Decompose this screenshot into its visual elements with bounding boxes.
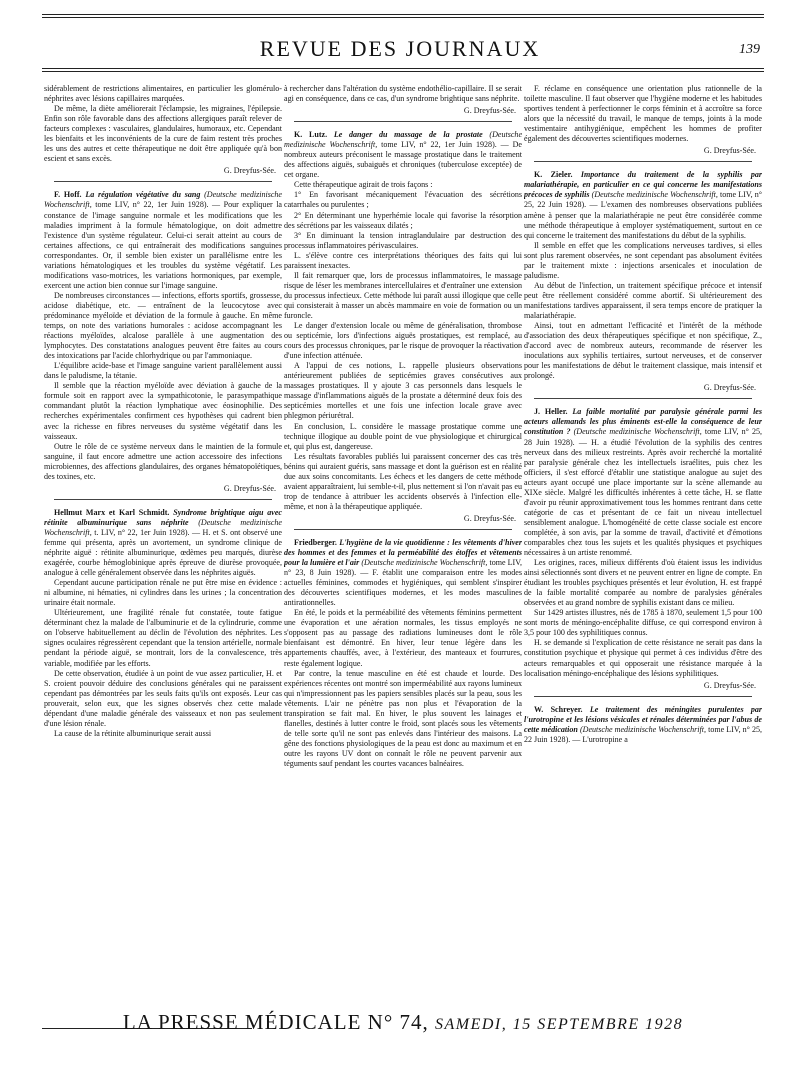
header-rule — [42, 68, 764, 69]
author-signature: G. Dreyfus-Sée. — [463, 513, 516, 523]
article-body: tome LIV, n° 25, 22 Juin 1928). — L'examen des nombreuses observations publiées amène à penser que la malariathérapie ne peut être considérée comme une méthode thérapeutique à employer systématiquement, surtout en ce qui concerne le traitement des manifestations du début de la syphilis. — [524, 190, 762, 240]
column-left — [44, 84, 282, 1010]
article-body: tome LIV, n° 22, 1er Juin 1928). — Pour expliquer la constance de l'image sanguine normale et les modifications que les maladies impriment à la formule hématologique, on doit admettre l'existence d'un système régulateur. Celui-ci serait atteint au cours de certaines affections, ce qui entraînerait des modifications sanguines correspondantes. Or, il semble bien exister un parallélisme entre les variations hématologiques et les troubles du système végétatif. Les modifications vaso-motrices, les variations hormoniques, par exemple, exercent une action bien connue sur l'image sanguine. — [44, 200, 282, 290]
page-footer — [42, 1010, 764, 1035]
paragraph: Outre le rôle de ce système nerveux dans le maintien de la formule sanguine, il faut encore admettre une action accessoire des infections microbiennes, des affections glandulaires, des organes hématopoïétiques, des toxines, etc. — [44, 441, 282, 481]
author-signature: G. Dreyfus-Sée. — [703, 680, 756, 690]
article-separator — [534, 398, 752, 399]
paragraph: A l'appui de ces notions, L. rappelle plusieurs observations antérieurement publiées de septicémies graves consécutives aux massages prostatiques. Il y ajoute 3 cas personnels dans lesquels le massage d'inflammations aiguës de la prostate a déterminé deux fois des septicémies mortelles et une fois une infection locale grave avec phlegmon périurétral. — [284, 361, 522, 421]
top-rule — [42, 14, 764, 15]
article-heading-paragraph — [524, 705, 762, 745]
article-author: K. Lutz. — [294, 130, 328, 140]
article-separator — [54, 181, 272, 182]
paragraph: Les origines, races, milieux différents d'où étaient issus les individus ainsi sélectionnés sont divers et ne peuvent entrer en ligne de compte. En étudiant les troubles psychiques présentés et leur évolution, H. est frappé de la faible mortalité comparée au nombre de paralysies générales observées et au grand nombre de syphilis existant dans ce milieu. — [524, 558, 762, 608]
article-body: t. LIV, n° 22, 1er Juin 1928). — H. et S. ont observé une femme qui présenta, après un avortement, un syndrome clinique de néphrite aiguë : rétinite albuminurique, œdèmes peu marqués, diurèse exagérée, courbe hémoglobinique après épreuve de diurèse provoquée, analogue à celle généralement observée dans les néphrites aiguës. — [44, 527, 282, 578]
paragraph: L'équilibre acide-base et l'image sanguine varient parallèlement aussi dans le paludisme, la tétanie. — [44, 361, 282, 381]
paragraph: à rechercher dans l'altération du système endothélio-capillaire. Il se serait agi en conséquence, dans ce cas, d'un syndrome brightique sans néphrite. — [284, 84, 522, 104]
column-right — [524, 84, 762, 1010]
article-separator — [294, 121, 512, 122]
article-heading-paragraph — [524, 407, 762, 558]
article-journal: (Deutsche medizinische Wochenschrift, — [44, 517, 282, 537]
article-title: Le danger du massage de la prostate — [333, 130, 483, 140]
article-journal: (Deutsche medizinische Wochenschrift, — [591, 190, 718, 200]
article-body: tome LIV, n° 23, 8 Juin 1928). — F. établit une comparaison entre les modes actuelles féminines, commodes et hygiéniques, qui semblent s'inspirer des découvertes scientifiques modernes, et les modes masculines antirationnelles. — [284, 558, 522, 608]
author-signature: G. Dreyfus-Sée. — [703, 146, 756, 156]
paragraph: Ainsi, tout en admettant l'efficacité et l'intérêt de la méthode d'association des deux thérapeutiques spécifique et non spécifique, Z., d'accord avec de nombreux auteurs, recommande de réserver les inoculations aux syphilis tertiaires, surtout nerveuses, et de conserver pour les manifestations de début le traitement classique, mais intensif et prolongé. — [524, 321, 762, 381]
article-author: F. Hoff. — [54, 190, 82, 200]
page-header-title: REVUE DES JOURNAUX — [259, 36, 541, 61]
paragraph: Le danger d'extension locale ou même de généralisation, thrombose ou septicémie, lors d'infections aiguës prostatiques, est remplacé, au cours des processus chroniques, par le risque de provoquer la réactivation d'une infection atténuée. — [284, 321, 522, 361]
column-middle — [284, 84, 522, 1010]
paragraph: Les résultats favorables publiés lui paraissent concerner des cas très bénins qui auraient guéris, sans massage et dont la guérison est en réalité due aux soins concomitants. Les échecs et les dangers de cette méthode avaient apparaîtraient, lui semble-t-il, plus nettement si l'on n'avait pas eu trop de tendance à attribuer les accidents observés à l'infection elle-même, et non à la thérapeutique appliquée. — [284, 451, 522, 511]
article-author: W. Schreyer. — [534, 704, 583, 714]
paragraph: Il semble que la réaction myéloïde avec déviation à gauche de la formule soit en rapport avec la sympathicotonie, le parasympathique commandant plutôt la réaction lymphatique avec éosinophilie. Des recherches expérimentales confirment ces hypothèses qui cadrent bien avec la richesse en fibres nerveuses du système végétatif dans les vaisseaux. — [44, 381, 282, 441]
article-heading-paragraph — [44, 190, 282, 290]
paragraph: Sur 1429 artistes illustres, nés de 1785 à 1870, seulement 1,5 pour 100 sont morts de méningo-encéphalite diffuse, ce qui correspond environ à 3,5 pour 100 des syphilitiques connus. — [524, 608, 762, 638]
paragraph: Ultérieurement, une fragilité rénale fut constatée, toute fatigue déterminant chez la malade de l'albuminurie et de la cylindrurie, comme on l'observe habituellement au déclin de l'évolution des néphrites. Les signes oculaires régressèrent cependant que la tension artérielle, normale pendant la période aiguë, se montrait, lors de la convalescence, très variable, modifiée par les efforts. — [44, 608, 282, 668]
article-journal: (Deutsche medizinische Wochenschrift, — [361, 558, 488, 568]
author-signature: G. Dreyfus-Sée. — [223, 483, 276, 493]
footer-date: SAMEDI, 15 SEPTEMBRE 1928 — [434, 1016, 684, 1033]
article-author: Hellmut Marx et Karl Schmidt. — [54, 507, 170, 517]
footer-journal: LA PRESSE MÉDICALE — [122, 1010, 362, 1034]
paragraph: H. se demande si l'explication de cette résistance ne serait pas dans la constitution psychique et physique qui permet à ces individus d'être des acteurs remarquables et qui opposerait une résistance marquée à la localisation méningo-encéphalique des lésions syphilitiques. — [524, 638, 762, 678]
article-body: tome LIV, n° 25, 22 Juin 1928). — L'urotropine a — [524, 724, 762, 744]
paragraph: 3° En diminuant la tension intraglandulaire par destruction des processus inflammatoires périvasculaires. — [284, 230, 522, 250]
article-journal: (Deutsche medizinische Wochenschrift, — [573, 427, 702, 437]
paragraph: De cette observation, étudiée à un point de vue assez particulier, H. et S. croient pouvoir déduire des conclusions générales qui ne paraissent cependant pas démontrées par les seuls faits qu'ils ont exposés. Leur cas prouverait, selon eux, que les signes observés chez cette malade dépendant d'une maladie générale des vaisseaux et non pas seulement d'une lésion rénale. — [44, 668, 282, 728]
paragraph: Il fait remarquer que, lors de processus inflammatoires, le massage risque de léser les membranes intercellulaires et d'entraîner une extension du processus infectieux. Cette méthode lui paraît aussi illogique que celle qui consisterait à masser un abcès mammaire en voie de formation ou un furoncle. — [284, 270, 522, 320]
paragraph: 2° En déterminant une hyperhémie locale qui favorise la résorption des sécrétions par les vaisseaux dilatés ; — [284, 210, 522, 230]
article-title: L'hygiène de la vie quotidienne : les vêtements d'hiver des hommes et des femmes et la perméabilité des étoffes et vêtements pour la lumière et l'air — [284, 537, 522, 568]
paragraph: En été, le poids et la perméabilité des vêtements féminins permettent une évaporation et une aération normales, les tissus employés ne s'opposent pas au passage des radiations lumineuses dont le rôle bienfaisant est démontré. En hiver, leur tenue légère dans les appartements chauffés, avec, à l'extérieur, des manteaux et fourrures, reste également logique. — [284, 608, 522, 668]
article-heading-paragraph — [44, 508, 282, 578]
paragraph: De même, la diète améliorerait l'éclampsie, les migraines, l'épilepsie. Enfin son rôle favorable dans des affections allergiques paraît relever de facteurs complexes : vasculaires, glandulaires, humoraux, etc. Cependant les bienfaits et les inconvénients de la cure de faim restent très proches les uns des autres et cette thérapeutique ne doit être appliquée qu'à bon escient et sans excès. — [44, 104, 282, 164]
page-number: 139 — [739, 42, 760, 57]
paragraph: Par contre, la tenue masculine en été est chaude et lourde. Des expériences récentes ont montré son imperméabilité aux rayons lumineux qui n'impressionnent pas les papiers sensibles placés sur la peau, sous les vêtements. L'air ne pénètre pas non plus et l'évaporation de la transpiration se fait mal. En hiver, le plus souvent les lainages et flanelles, destinés à lutter contre le froid, sont placés sous les vêtements de telle sorte qu'il ne sont pas enlevés dans l'intérieur des maisons. La gêne des fonctions physiologiques de la peau est donc au maximum et en outre les rayons UV dont on connaît le rôle ne peuvent parvenir aux téguments sauf pendant les courtes vacances balnéaires. — [284, 668, 522, 768]
article-journal: (Deutsche medizinische Wochenschrift, — [44, 190, 282, 210]
article-body: tome LIV, n° 22, 1er Juin 1928). — De nombreux auteurs préconisent le massage prostatique dans le traitement des affections aiguës, subaiguës et chroniques (tuberculose exceptée) de cet organe. — [284, 140, 522, 180]
top-rule-inner — [42, 17, 764, 18]
author-signature: G. Dreyfus-Sée. — [463, 106, 516, 116]
header-rule-inner — [42, 71, 764, 72]
paragraph: Il semble en effet que les complications nerveuses tardives, si elles sont plus rarement observées, ne sont cependant pas absolument évitées par le traitement mixte : injections arsenicales et inoculation de paludisme. — [524, 240, 762, 280]
article-journal: (Deutsche medizinische Wochenschrift, — [284, 130, 522, 150]
paragraph: 1° En favorisant mécaniquement l'évacuation des sécrétions catarrhales ou purulentes ; — [284, 190, 522, 210]
article-heading-paragraph — [284, 130, 522, 180]
paragraph: De nombreuses circonstances — infections, efforts sportifs, grossesse, acidose diabétique, etc. — entraînent de la leucocytose avec prédominance myéloïde et déviation de la formule à gauche. En même temps, on note des variations humorales : acidose accompagnant les réactions myéloïdes, alcalose parallèle à une augmentation des lymphocytes. Des constatations analogues peuvent être faites au cours des intoxications par l'acide chlorhydrique ou par l'ammoniaque. — [44, 290, 282, 361]
paragraph: Cette thérapeutique agirait de trois façons : — [294, 180, 433, 190]
paragraph: Cependant aucune participation rénale ne put être mise en évidence : ni albumine, ni hématies, ni cylindres dans les urines ; la concentration urinaire était normale. — [44, 578, 282, 608]
article-separator — [294, 529, 512, 530]
article-author: Friedberger. — [294, 537, 337, 547]
paragraph: Au début de l'infection, un traitement spécifique précoce et intensif peut être réellement considéré comme abortif. Si ultérieurement des manifestations tardives apparaissent, il sera temps encore de pratiquer la malariathérapie. — [524, 280, 762, 320]
paragraph: L. s'élève contre ces interprétations théoriques des faits qui lui paraissent inexactes. — [284, 250, 522, 270]
article-separator — [54, 499, 272, 500]
article-title: Le traitement des méningites purulentes par l'urotropine et les lésions vésicales et rénales déterminées par l'abus de cette médication — [524, 704, 762, 734]
article-title: Importance du traitement de la syphilis par malariathérapie, en particulier en ce qui concerne les manifestations précoces de syphilis — [524, 170, 762, 200]
article-separator — [534, 161, 752, 162]
article-heading-paragraph — [284, 538, 522, 608]
paragraph: sidérablement de restrictions alimentaires, en particulier les glomérulo-néphrites avec lésions capillaires marquées. — [44, 84, 282, 104]
article-body: tome LIV, n° 25, 28 Juin 1928). — H. a étudié l'évolution de la syphilis des centres nerveux dans des milieux restreints. Après avoir recherché la mortalité par paralysie générale chez les intellectuels israélites, puis chez les officiers, il s'est efforcé d'établir une statistique analogue au sujet des acteurs ayant occupé une place importante sur la scène allemande au XIXe siècle. Malgré les difficultés inhérentes à cette tâche, H. se flatte d'avoir pu réunir approximativement tous les hommes rentrant dans cette catégorie de cas et présentant de ce fait un niveau intellectuel sensiblement analogue. L'homogénéité de cette classe sociale est encore complétée, à son avis, par la somme de travail, d'activité et d'émotions comparables chez tous les sujets et les qualités physiques et psychiques nécessaires à un artiste renommé. — [524, 427, 762, 558]
article-journal: (Deutsche medizinische Wochenschrift, — [579, 724, 707, 734]
author-signature: G. Dreyfus-Sée. — [223, 166, 276, 176]
footer-issue: N° 74, — [367, 1010, 429, 1034]
article-separator — [534, 696, 752, 697]
article-title: Syndrome brightique aigu avec rétinite albuminurique sans néphrite — [44, 507, 282, 527]
article-heading-paragraph — [524, 170, 762, 240]
author-signature: G. Dreyfus-Sée. — [703, 383, 756, 393]
paragraph: La cause de la rétinite albuminurique serait aussi — [54, 728, 212, 738]
article-author: J. Heller. — [534, 407, 568, 417]
article-title: La faible mortalité par paralysie générale parmi les acteurs allemands les plus éminents est-elle la conséquence de leur constitution ? — [524, 407, 762, 437]
article-author: K. Zieler. — [534, 170, 573, 180]
paragraph: F. réclame en conséquence une orientation plus rationnelle de la toilette masculine. Il faut observer que l'hygiène moderne et les habitudes sportives tendent à perfectionner le corps féminin et à accroître sa force alors que la nécessité du travail, le manque de temps, joints à la mode vestimentaire antihygiénique, empêchent les hommes de profiter également des découvertes scientifiques modernes. — [524, 84, 762, 144]
paragraph: En conclusion, L. considère le massage prostatique comme une technique illogique au double point de vue physiologique et chirurgical et, qui plus est, dangereuse. — [284, 421, 522, 451]
article-title: La régulation végétative du sang — [85, 190, 201, 200]
